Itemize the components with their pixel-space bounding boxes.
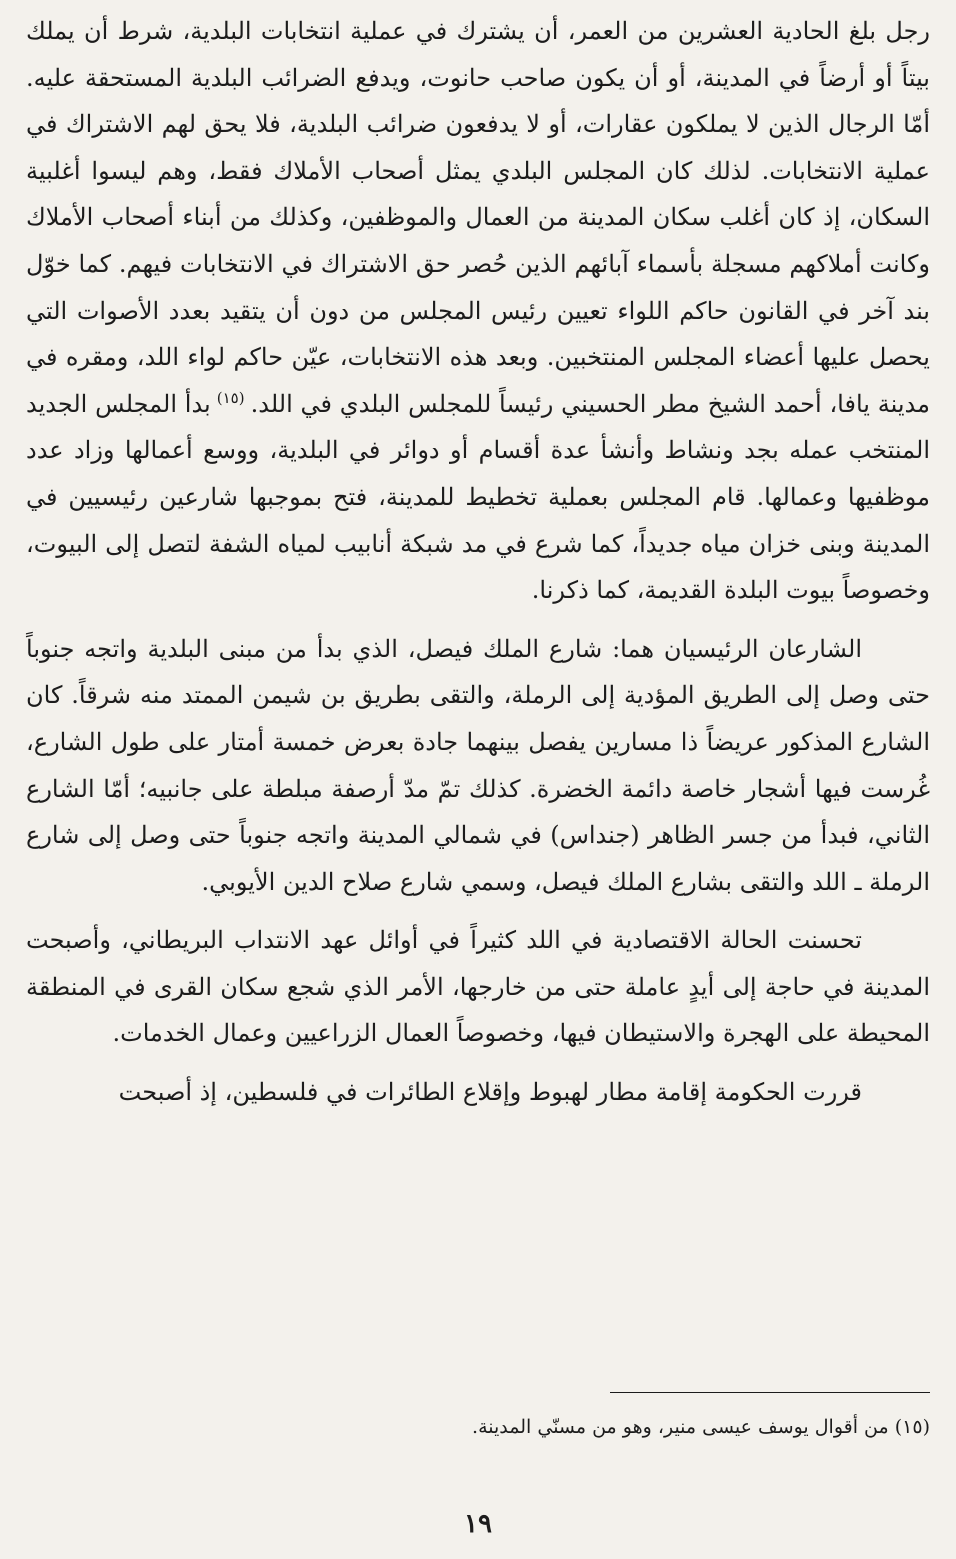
- page-number: ١٩: [464, 1509, 492, 1539]
- paragraph-3: تحسنت الحالة الاقتصادية في اللد كثيراً في أوائل عهد الانتداب البريطاني، وأصبحت المدينة في حاجة إلى أيدٍ عاملة حتى من خارجها، الأمر الذي شجع سكان القرى في المنطقة المحيطة على الهجرة والاستيطان فيها، وخصوصاً العمال الزراعيين وعمال الخدمات.: [26, 926, 930, 1048]
- paragraph-4: قررت الحكومة إقامة مطار لهبوط وإقلاع الطائرات في فلسطين، إذ أصبحت: [118, 1078, 862, 1107]
- paragraph-1-part-1: رجل بلغ الحادية العشرين من العمر، أن يشترك في عملية انتخابات البلدية، شرط أن يملك بيتاً أو أرضاً في المدينة، أو أن يكون صاحب حانوت، ويدفع الضرائب البلدية المستحقة عليه. أمّا الرجال الذين لا يملكون عقارات، أو لا يدفعون ضرائب البلدية، فلا يحق لهم الاشتراك في عملية الانتخابات. لذلك كان المجلس البلدي يمثل أصحاب الأملاك فقط، وهم ليسوا أغلبية السكان، إذ كان أغلب سكان المدينة من العمال والموظفين، وكذلك من أبناء أصحاب الأملاك وكانت أملاكهم مسجلة بأسماء آبائهم الذين حُصر حق الاشتراك في الانتخابات فيهم. كما خوّل بند آخر في القانون حاكم اللواء تعيين رئيس المجلس من دون أن يتقيد بعدد الأصوات التي يحصل عليها أعضاء المجلس المنتخبين. وبعد هذه الانتخابات، عيّن حاكم لواء اللد، ومقره في مدينة يافا، أحمد الشيخ مطر الحسيني رئيساً للمجلس البلدي في اللد.: [26, 17, 930, 418]
- footnote: (١٥) من أقوال يوسف عيسى منير، وهو من مسنّي المدينة.: [472, 1416, 930, 1438]
- paragraph-1-part-2: بدأ المجلس الجديد المنتخب عمله بجد ونشاط وأنشأ عدة أقسام أو دوائر في البلدية، ووسع أعمالها وزاد عدد موظفيها وعمالها. قام المجلس بعملية تخطيط للمدينة، فتح بموجبها شارعين رئيسيين في المدينة وبنى خزان مياه جديداً، كما شرع في مد شبكة أنابيب لمياه الشفة لتصل إلى البيوت، وخصوصاً بيوت البلدة القديمة، كما ذكرنا.: [26, 389, 930, 605]
- footnote-divider: [610, 1392, 930, 1393]
- body-text: [26, 8, 930, 1116]
- paragraph-1: [26, 8, 930, 614]
- paragraph-2: الشارعان الرئيسيان هما: شارع الملك فيصل، الذي بدأ من مبنى البلدية واتجه جنوباً حتى وصل إلى الطريق المؤدية إلى الرملة، والتقى بطريق بن شيمن الممتد منه شرقاً. كان الشارع المذكور عريضاً ذا مسارين يفصل بينهما جادة بعرض خمسة أمتار على طول الشارع، غُرست فيها أشجار خاصة دائمة الخضرة. كذلك تمّ مدّ أرصفة مبلطة على جانبيه؛ أمّا الشارع الثاني، فبدأ من جسر الظاهر (جنداس) في شمالي المدينة واتجه جنوباً حتى وصل إلى شارع الرملة ـ اللد والتقى بشارع الملك فيصل، وسمي شارع صلاح الدين الأيوبي.: [26, 634, 930, 896]
- footnote-reference[interactable]: (١٥): [216, 388, 245, 407]
